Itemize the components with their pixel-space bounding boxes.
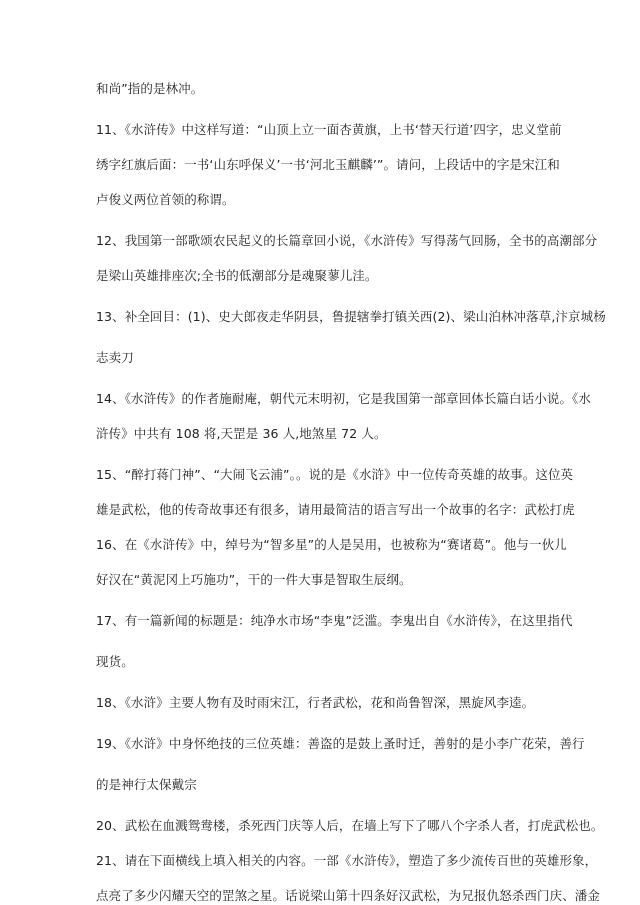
text-line: 15、“醉打蒋门神”、“大闹飞云浦”。。说的是《水浒》中一位传奇英雄的故事。这位英 — [96, 467, 574, 482]
text-line: 19、《水浒》中身怀绝技的三位英雄：善盗的是鼓上蚤时迁，善射的是小李广花荣，善行 — [96, 736, 585, 751]
text-line: 12、我国第一部歌颂农民起义的长篇章回小说，《水浒传》写得荡气回肠，全书的高潮部分 — [96, 233, 598, 248]
text-line: 卢俊义两位首领的称谓。 — [96, 192, 235, 207]
text-line: 点亮了多少闪耀天空的罡煞之星。话说梁山第十四条好汉武松，为兄报仇怒杀西门庆、潘金 — [96, 888, 601, 903]
text-line: 17、有一篇新闻的标题是：纯净水市场“李鬼”泛滥。李鬼出自《水浒传》，在这里指代 — [96, 613, 573, 628]
text-line: 好汉在“黄泥冈上巧施功”，干的一件大事是智取生辰纲。 — [96, 572, 412, 587]
text-line: 18、《水浒》主要人物有及时雨宋江，行者武松，花和尚鲁智深，黑旋风李逵。 — [96, 695, 535, 710]
document-page — [96, 80, 606, 905]
text-line: 20、武松在血溅鸳鸯楼，杀死西门庆等人后，在墙上写下了哪八个字杀人者，打虎武松也。 — [96, 818, 604, 833]
text-line: 浒传》中共有 108 将,天罡是 36 人,地煞星 72 人。 — [96, 426, 387, 441]
text-line: 13、补全回目：(1)、史大郎夜走华阴县，鲁提辖拳打镇关西(2)、梁山泊林冲落草,汴京城杨 — [96, 309, 606, 324]
text-line: 绣字红旗后面：一书‘山东呼保义’一书‘河北玉麒麟’”。请问，上段话中的字是宋江和 — [96, 157, 560, 172]
text-line: 21、请在下面横线上填入相关的内容。一部《水浒传》，塑造了多少流传百世的英雄形象， — [96, 853, 598, 868]
text-line: 志卖刀 — [96, 350, 134, 365]
text-line: 16、在《水浒传》中，绰号为“智多星”的人是吴用，也被称为“赛诸葛”。他与一伙儿 — [96, 537, 567, 552]
text-line: 雄是武松，他的传奇故事还有很多，请用最简洁的语言写出一个故事的名字：武松打虎 — [96, 502, 575, 517]
text-line: 的是神行太保戴宗 — [96, 777, 197, 792]
text-line: 14、《水浒传》的作者施耐庵，朝代元末明初，它是我国第一部章回体长篇白话小说。《水 — [96, 391, 592, 406]
text-line: 是梁山英雄排座次;全书的低潮部分是魂聚蓼儿洼。 — [96, 268, 378, 283]
text-line: 和尚”指的是林冲。 — [96, 81, 204, 96]
text-line: 现货。 — [96, 654, 134, 669]
text-line: 11、《水浒传》中这样写道：“山顶上立一面杏黄旗，上书‘替天行道’四字，忠义堂前 — [96, 122, 562, 137]
